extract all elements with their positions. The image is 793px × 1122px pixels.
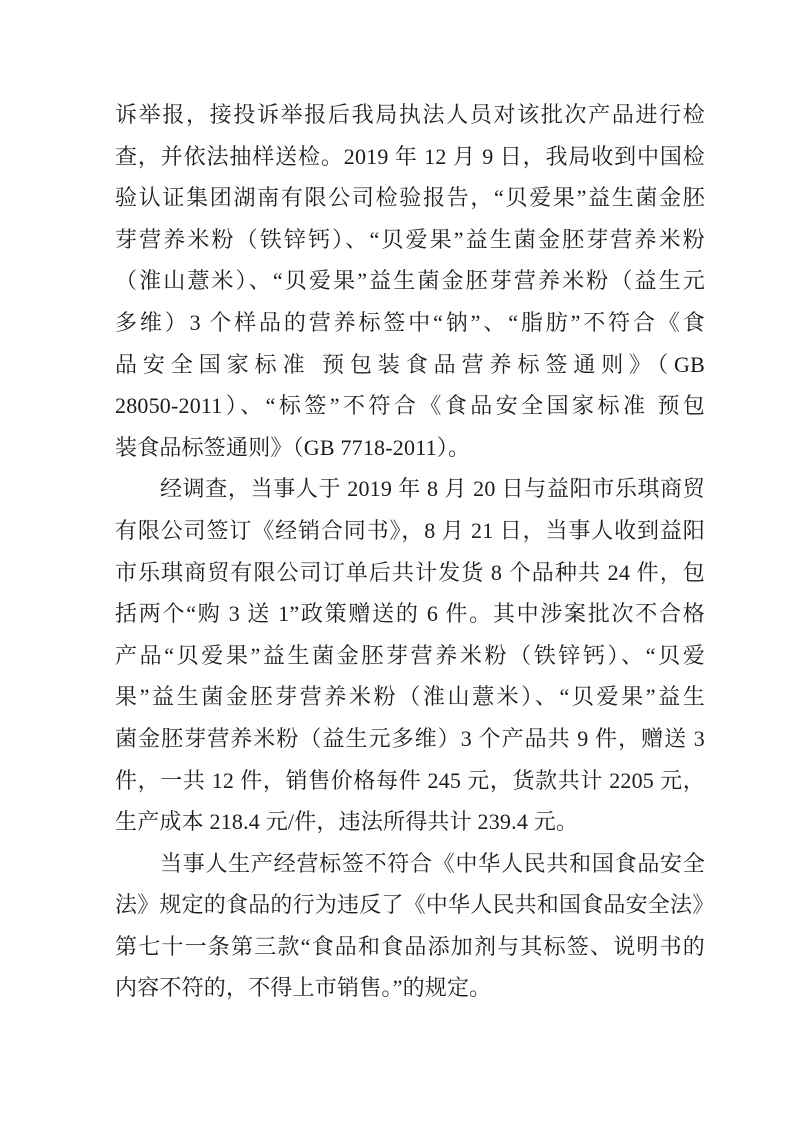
document-line: 括两个“购 3 送 1”政策赠送的 6 件。其中涉案批次不合格: [115, 601, 705, 627]
document-line: 品安全国家标准 预包装食品营养标签通则》（GB: [115, 351, 705, 377]
document-line: 产品“贝爱果”益生菌金胚芽营养米粉（铁锌钙）、“贝爱: [115, 642, 705, 668]
document-line: 果”益生菌金胚芽营养米粉（淮山薏米）、“贝爱果”益生: [115, 684, 705, 710]
document-line: 内容不符的，不得上市销售。”的规定。: [115, 975, 492, 1001]
document-line: 法》规定的食品的行为违反了《中华人民共和国食品安全法》: [115, 892, 715, 918]
document-line: 市乐琪商贸有限公司订单后共计发货 8 个品种共 24 件，包: [115, 559, 705, 585]
paragraph: [115, 468, 705, 842]
document-line: （淮山薏米）、“贝爱果”益生菌金胚芽营养米粉（益生元: [115, 268, 705, 294]
document-line: 件，一共 12 件，销售价格每件 245 元，货款共计 2205 元，: [115, 767, 705, 793]
document-line: 第七十一条第三款“食品和食品添加剂与其标签、说明书的: [115, 933, 705, 959]
document-line: 芽营养米粉（铁锌钙）、“贝爱果”益生菌金胚芽营养米粉: [115, 226, 705, 252]
document-line: 生产成本 218.4 元/件，违法所得共计 239.4 元。: [115, 809, 579, 835]
paragraph: [115, 843, 715, 1009]
document-line: 多维）3 个样品的营养标签中“钠”、“脂肪”不符合《食: [115, 309, 705, 335]
document-line: 装食品标签通则》（GB 7718-2011）。: [115, 434, 471, 460]
document-line: 验认证集团湖南有限公司检验报告，“贝爱果”益生菌金胚: [115, 185, 705, 211]
document-line: 经调查，当事人于 2019 年 8 月 20 日与益阳市乐琪商贸: [160, 476, 705, 502]
document-line: 诉举报，接投诉举报后我局执法人员对该批次产品进行检: [115, 102, 705, 127]
document-line: 当事人生产经营标签不符合《中华人民共和国食品安全: [160, 850, 705, 876]
paragraph: [115, 94, 705, 468]
document-text-block: [115, 94, 715, 1009]
document-line: 菌金胚芽营养米粉（益生元多维）3 个产品共 9 件，赠送 3: [115, 725, 705, 751]
document-line: 有限公司签订《经销合同书》，8 月 21 日，当事人收到益阳: [115, 517, 705, 543]
document-line: 查，并依法抽样送检。2019 年 12 月 9 日，我局收到中国检: [115, 143, 705, 169]
document-line: 28050-2011）、“标签”不符合《食品安全国家标准 预包: [115, 393, 705, 419]
